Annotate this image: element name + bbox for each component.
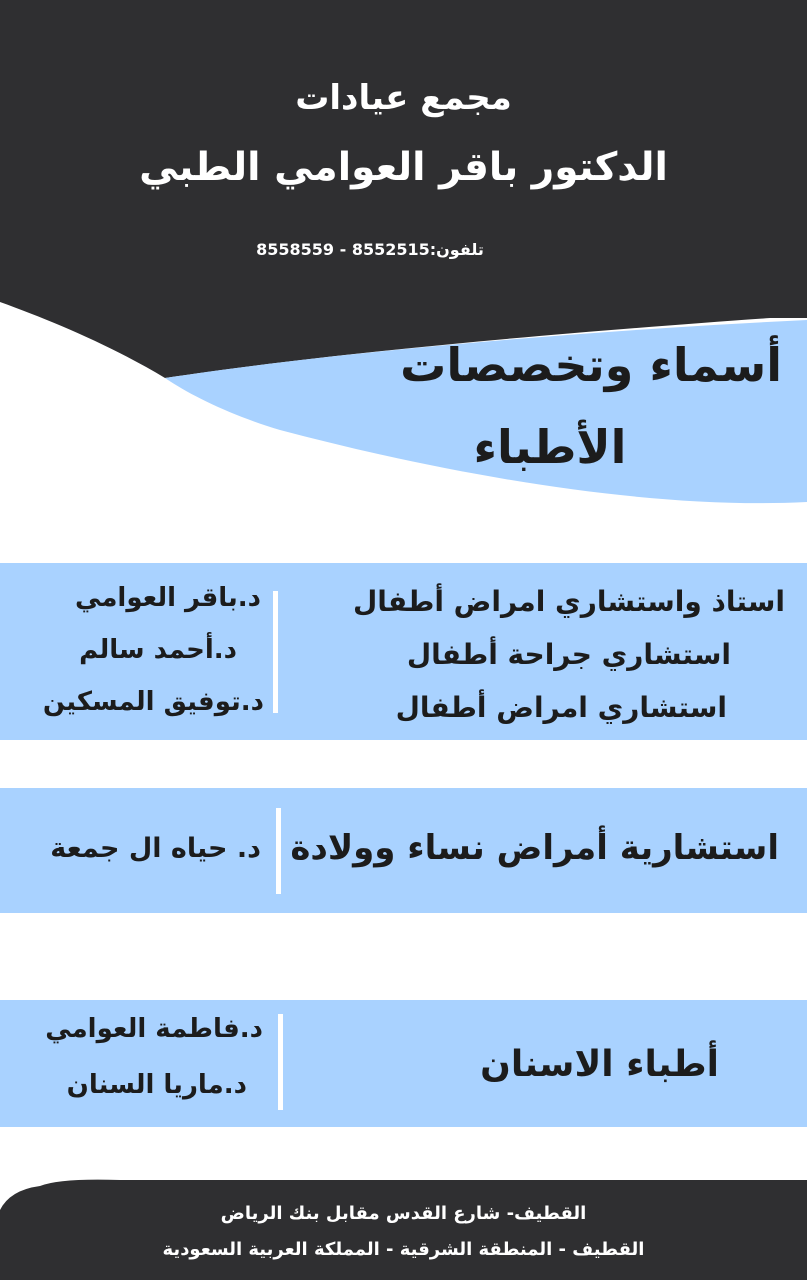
specialty-pediatrics-professor: استاذ واستشاري امراض أطفال — [353, 585, 785, 618]
doctor-name: د.باقر العوامي — [75, 583, 261, 613]
specialty-gynecology: استشارية أمراض نساء وولادة — [290, 828, 779, 868]
doctor-name: د. حياه ال جمعة — [50, 833, 261, 864]
pediatrics-section — [0, 563, 807, 740]
doctor-name: د.ماريا السنان — [66, 1070, 247, 1100]
column-divider — [276, 808, 281, 894]
footer-address-line2: القطيف - المنطقة الشرقية - المملكة العربية السعودية — [162, 1239, 645, 1260]
clinic-name-line2: الدكتور باقر العوامي الطبي — [139, 145, 668, 190]
phone-numbers: تلفون:8552515 - 8558559 — [256, 240, 484, 259]
column-divider — [278, 1014, 283, 1110]
column-divider — [273, 591, 278, 713]
specialty-dentistry: أطباء الاسنان — [480, 1044, 719, 1085]
specialty-pediatrics: استشاري امراض أطفال — [395, 691, 727, 724]
doctor-name: د.توفيق المسكين — [42, 687, 264, 717]
doctor-name: د.أحمد سالم — [79, 635, 237, 665]
dentistry-section — [0, 1000, 807, 1127]
page-title-line2: الأطباء — [473, 420, 627, 474]
page-title-line1: أسماء وتخصصات — [400, 338, 782, 392]
footer-dark-panel — [0, 1180, 807, 1280]
footer-address-line1: القطيف- شارع القدس مقابل بنك الرياض — [220, 1203, 587, 1224]
doctor-name: د.فاطمة العوامي — [45, 1014, 263, 1044]
specialty-pediatric-surgery: استشاري جراحة أطفال — [406, 638, 731, 671]
clinic-name-line1: مجمع عيادات — [295, 78, 512, 118]
gynecology-section — [0, 788, 807, 913]
